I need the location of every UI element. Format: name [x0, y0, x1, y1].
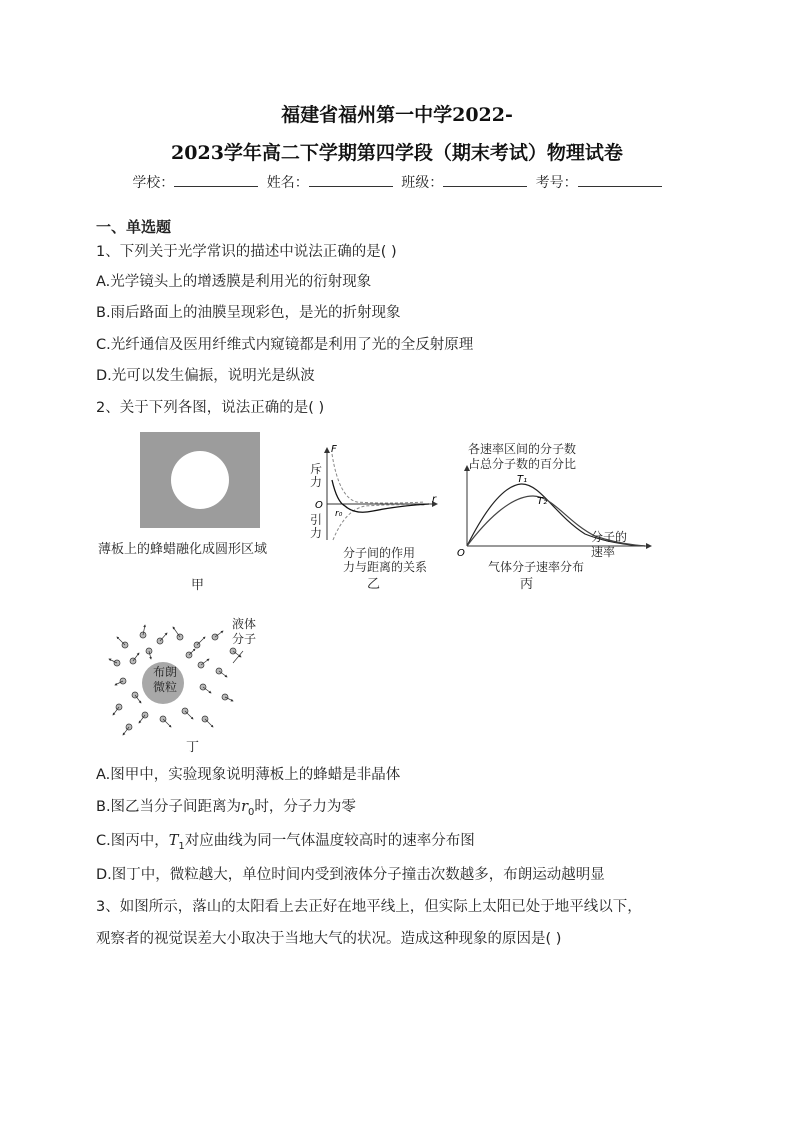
figure-yi: [305, 440, 445, 552]
yi-repulsion-curve: [332, 454, 425, 503]
yi-f-label: F: [331, 444, 337, 455]
exam-title-line2: 2023学年高二下学期第四学段（期末考试）物理试卷: [171, 142, 623, 164]
q2-c-var: T: [168, 833, 179, 849]
yi-r-label: r: [432, 494, 437, 505]
yi-net-force-curve: [332, 480, 429, 512]
q2-c-subscript: 1: [178, 840, 185, 852]
yi-r0-label: r₀: [335, 509, 343, 519]
q2-c-pre: C.图丙中，: [96, 833, 169, 849]
bing-xlabel-line1: 分子的: [591, 530, 628, 544]
fig-bing-label: 丙: [520, 577, 534, 592]
bing-origin-label: O: [457, 548, 465, 559]
bing-t2-label: T₂: [537, 496, 548, 507]
fig-yi-label: 乙: [367, 577, 381, 592]
bing-caption: 气体分子速率分布: [488, 560, 585, 574]
fig-jia-caption: 薄板上的蜂蜡融化成圆形区域: [98, 542, 268, 557]
melted-wax-circle: [171, 451, 229, 509]
q2-b-subscript: 0: [248, 806, 255, 818]
exam-title-line1: 福建省福州第一中学2022-: [281, 104, 513, 126]
yi-repulsion-label: 斥力: [310, 462, 323, 489]
ding-particle-line2: 微粒: [152, 680, 177, 694]
ding-liquid-line2: 分子: [232, 632, 257, 646]
q1-option-d: D.光可以发生偏振，说明光是纵波: [96, 368, 315, 384]
ding-liquid-line1: 液体: [232, 617, 257, 631]
fig-ding-label: 丁: [186, 740, 200, 755]
ding-particle-line1: 布朗: [152, 665, 177, 679]
bing-xlabel-line2: 速率: [591, 545, 616, 559]
q2-b-post: 时，分子力为零: [254, 799, 356, 815]
yi-caption-line2: 力与距离的关系: [343, 560, 428, 574]
q1-stem: 1、下列关于光学常识的描述中说法正确的是( ): [96, 244, 397, 260]
school-label: 学校：: [132, 175, 175, 191]
yi-attraction-label: 引力: [310, 513, 323, 540]
name-blank[interactable]: [309, 172, 393, 187]
q1-option-b: B.雨后路面上的油膜呈现彩色，是光的折射现象: [96, 305, 401, 321]
student-info-row: [0, 172, 794, 192]
bing-t1-label: T₁: [517, 474, 528, 485]
school-blank[interactable]: [174, 172, 258, 187]
q1-option-a: A.光学镜头上的增透膜是利用光的衍射现象: [96, 274, 372, 290]
section-heading: 一、单选题: [96, 218, 172, 236]
q3-stem-line2: 观察者的视觉误差大小取决于当地大气的状况。造成这种现象的原因是( ): [96, 931, 562, 947]
q3-stem-line1: 3、如图所示，落山的太阳看上去正好在地平线上，但实际上太阳已处于地平线以下，: [96, 899, 642, 915]
name-label: 姓名：: [266, 175, 309, 191]
yi-origin-label: O: [315, 500, 323, 511]
yi-caption-line1: 分子间的作用: [343, 546, 416, 560]
bing-ylabel-line2: 占总分子数的百分比: [468, 457, 577, 471]
exam-number-blank[interactable]: [578, 172, 662, 187]
fig-jia-label: 甲: [191, 578, 205, 593]
q2-option-b: [96, 795, 356, 818]
class-blank[interactable]: [443, 172, 527, 187]
bing-ylabel-line1: 各速率区间的分子数: [468, 442, 577, 456]
q2-b-pre: B.图乙当分子间距离为: [96, 799, 242, 815]
figure-bing: [455, 460, 655, 560]
q2-option-c: [96, 829, 475, 852]
q2-option-d: D.图丁中，微粒越大，单位时间内受到液体分子撞击次数越多，布朗运动越明显: [96, 867, 605, 883]
figure-jia: [140, 432, 260, 530]
exam-number-label: 考号：: [535, 175, 578, 191]
class-label: 班级：: [401, 175, 444, 191]
q2-b-var: r: [241, 799, 248, 815]
q2-stem: 2、关于下列各图，说法正确的是( ): [96, 400, 325, 416]
q2-option-a: A.图甲中，实验现象说明薄板上的蜂蜡是非晶体: [96, 767, 401, 783]
q1-option-c: C.光纤通信及医用纤维式内窥镜都是利用了光的全反射原理: [96, 337, 474, 353]
q2-c-post: 对应曲线为同一气体温度较高时的速率分布图: [184, 833, 475, 849]
